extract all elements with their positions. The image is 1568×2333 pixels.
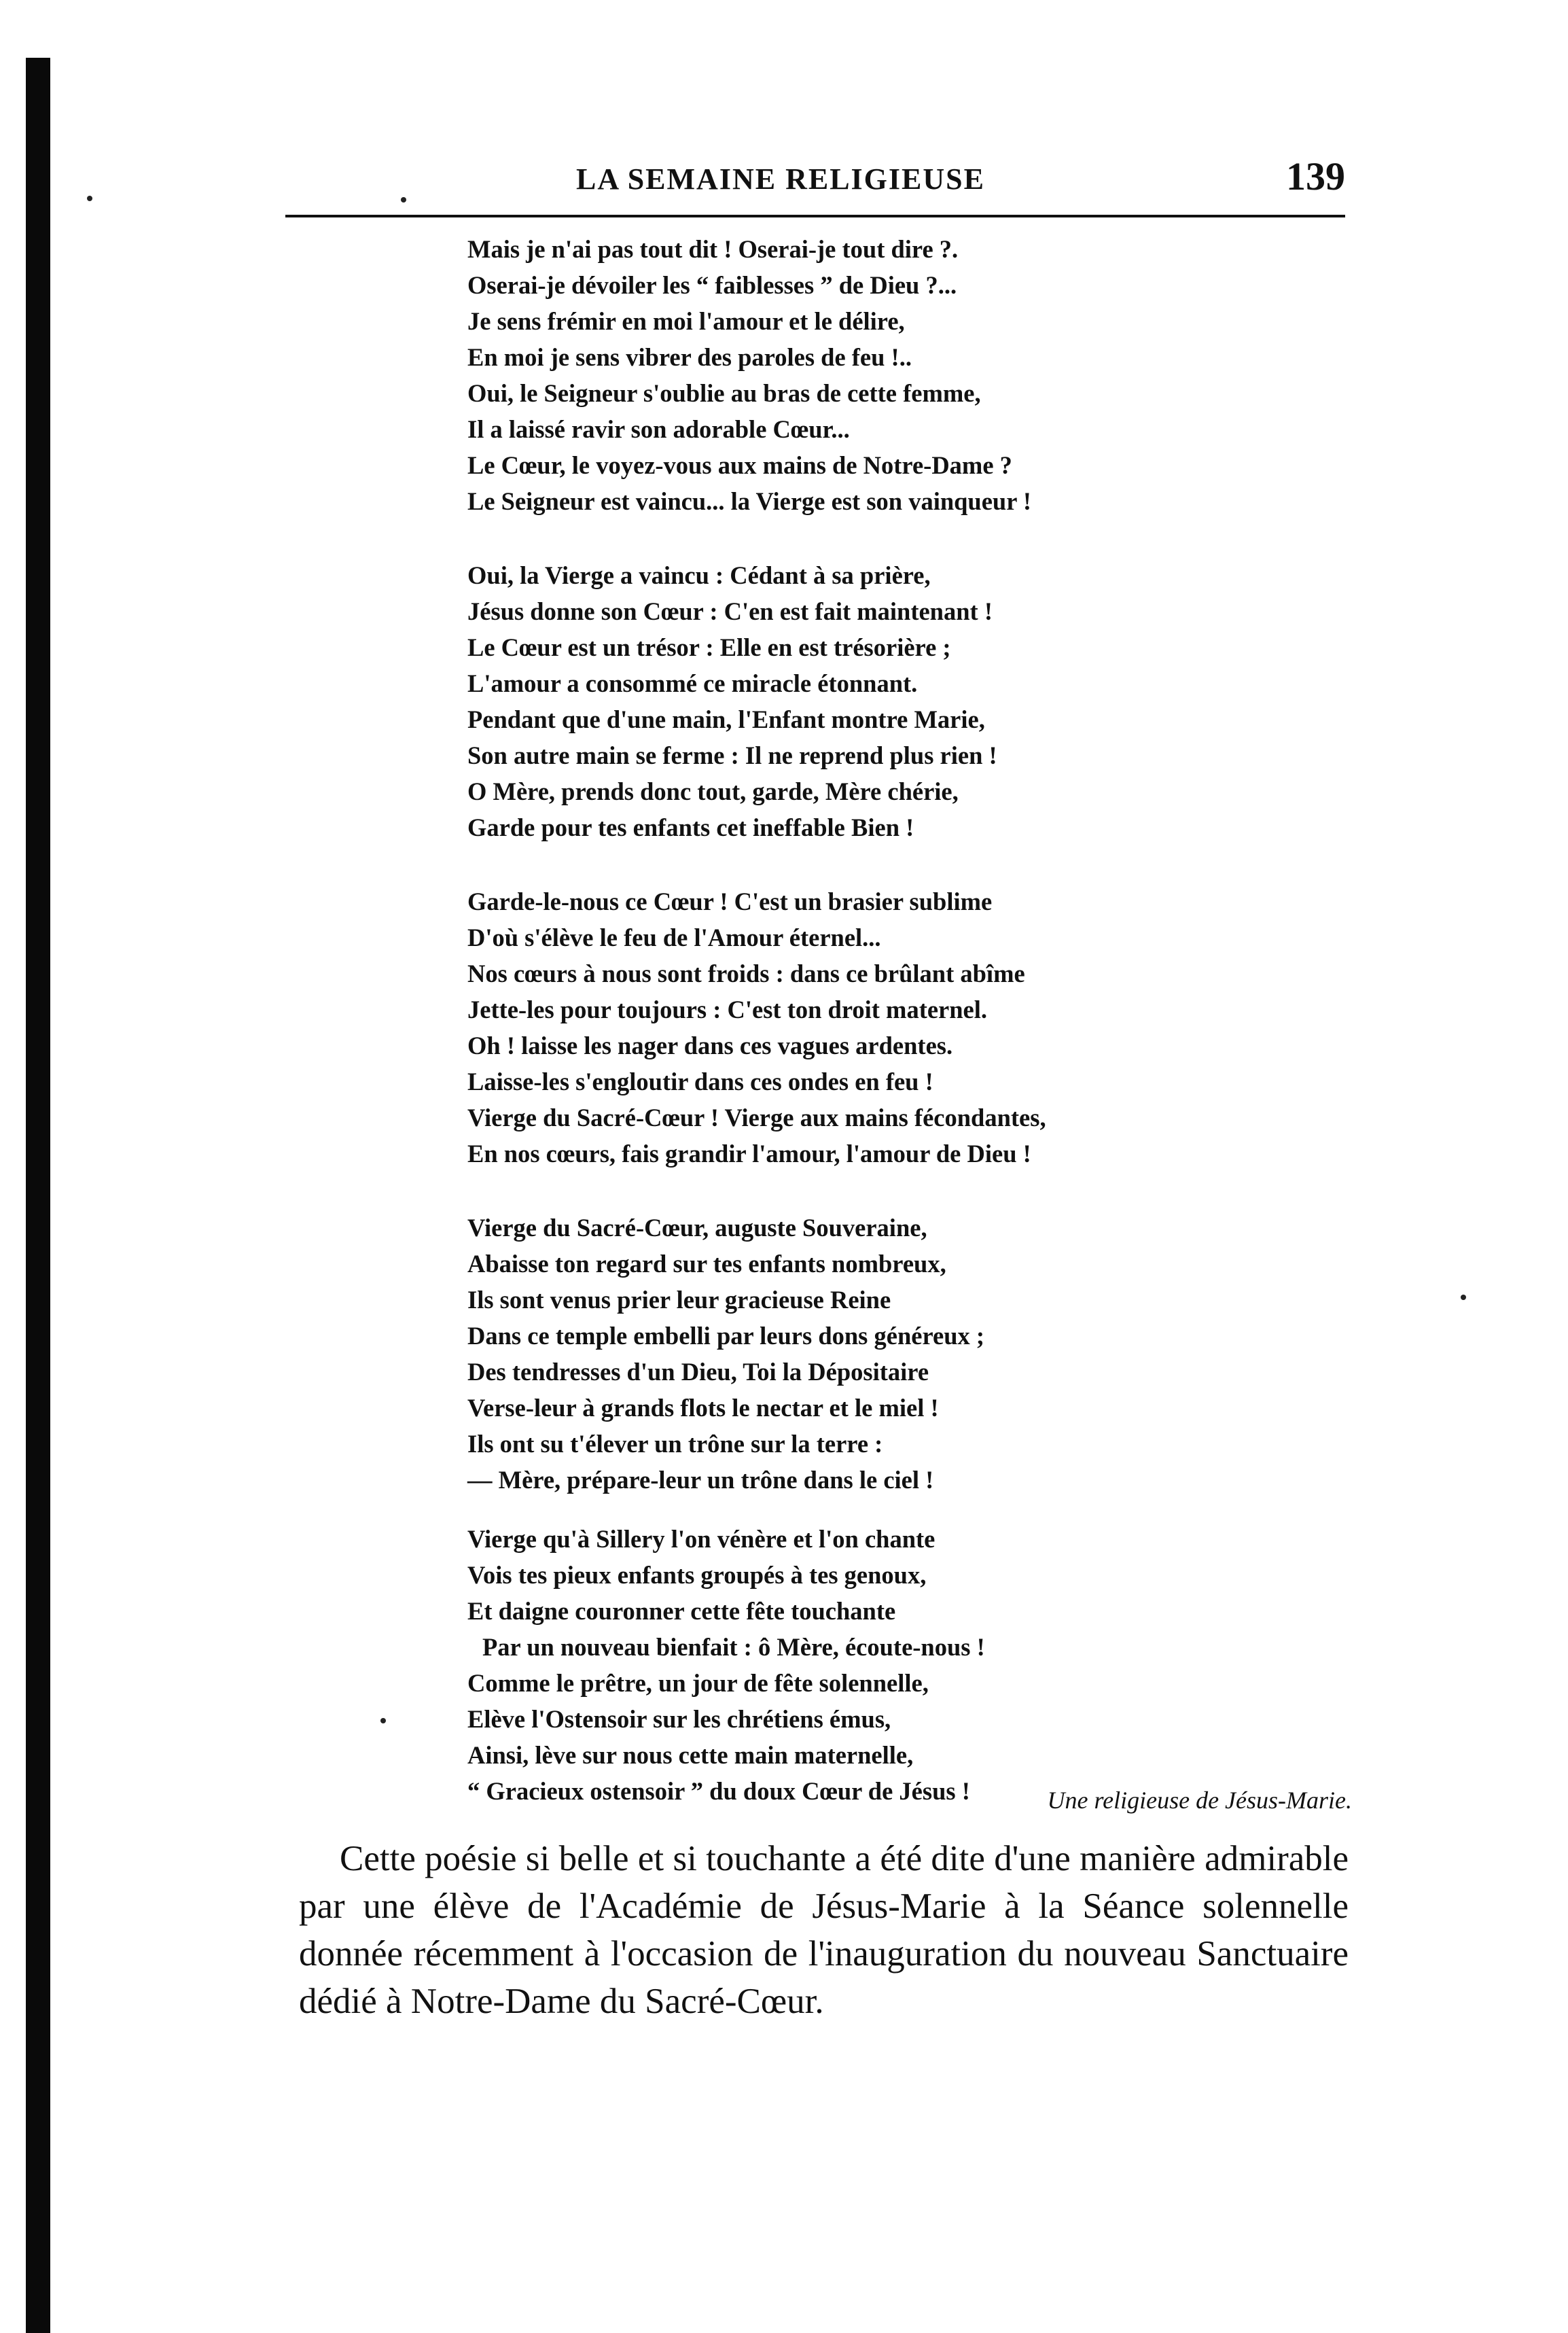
verse-line: Il a laissé ravir son adorable Cœur... bbox=[467, 415, 850, 443]
verse-line: O Mère, prends donc tout, garde, Mère chérie, bbox=[467, 777, 959, 805]
verse-line: Pendant que d'une main, l'Enfant montre Marie, bbox=[467, 705, 985, 733]
stanza-1 bbox=[467, 231, 1351, 519]
verse-line: Jette-les pour toujours : C'est ton droit maternel. bbox=[467, 996, 988, 1023]
verse-line: Par un nouveau bienfait : ô Mère, écoute-nous ! bbox=[482, 1633, 985, 1661]
verse-line: Oh ! laisse les nager dans ces vagues ardentes. bbox=[467, 1032, 953, 1059]
verse-line: Vierge qu'à Sillery l'on vénère et l'on chante bbox=[467, 1525, 936, 1553]
verse-line: Ainsi, lève sur nous cette main maternelle, bbox=[467, 1741, 914, 1769]
verse-line: Laisse-les s'engloutir dans ces ondes en feu ! bbox=[467, 1068, 933, 1095]
verse-line: L'amour a consommé ce miracle étonnant. bbox=[467, 669, 918, 697]
verse-line: “ Gracieux ostensoir ” du doux Cœur de Jésus ! bbox=[467, 1777, 970, 1805]
verse-line: Ils sont venus prier leur gracieuse Reine bbox=[467, 1286, 891, 1314]
poem-signature: Une religieuse de Jésus-Marie. bbox=[1047, 1787, 1352, 1814]
verse-line: Ils ont su t'élever un trône sur la terre : bbox=[467, 1430, 883, 1458]
margin-dot bbox=[1461, 1295, 1466, 1300]
verse-line: Le Seigneur est vaincu... la Vierge est son vainqueur ! bbox=[467, 487, 1032, 515]
verse-line: Vierge du Sacré-Cœur ! Vierge aux mains fécondantes, bbox=[467, 1104, 1046, 1132]
margin-dot bbox=[87, 196, 92, 201]
verse-line: Oserai-je dévoiler les “ faiblesses ” de Dieu ?... bbox=[467, 271, 957, 299]
verse-line: Oui, le Seigneur s'oublie au bras de cette femme, bbox=[467, 379, 981, 407]
stanza-3 bbox=[467, 883, 1351, 1172]
page-header bbox=[285, 156, 1352, 217]
stanza-5 bbox=[467, 1521, 1351, 1809]
verse-line: Des tendresses d'un Dieu, Toi la Dépositaire bbox=[467, 1358, 929, 1386]
running-title: LA SEMAINE RELIGIEUSE bbox=[576, 162, 985, 196]
prose-paragraph: Cette poésie si belle et si touchante a été dite d'une manière admirable par une élève de l'Académie de Jésus-Marie à la Séance solennelle donnée récemment à l'occasion de l'inauguration du nouveau Sanctuaire dédié à Notre-Dame du Sacré-Cœur. bbox=[299, 1839, 1349, 2021]
verse-line: Vierge du Sacré-Cœur, auguste Souveraine, bbox=[467, 1214, 927, 1242]
verse-line: — Mère, prépare-leur un trône dans le ciel ! bbox=[467, 1466, 934, 1494]
margin-dot bbox=[380, 1718, 386, 1723]
verse-line: Le Cœur, le voyez-vous aux mains de Notre-Dame ? bbox=[467, 451, 1012, 479]
verse-line: Verse-leur à grands flots le nectar et le miel ! bbox=[467, 1394, 939, 1422]
verse-line: Abaisse ton regard sur tes enfants nombreux, bbox=[467, 1250, 946, 1278]
verse-line: Mais je n'ai pas tout dit ! Oserai-je tout dire ?. bbox=[467, 235, 959, 263]
verse-line: Garde-le-nous ce Cœur ! C'est un brasier sublime bbox=[467, 888, 993, 915]
verse-line: En moi je sens vibrer des paroles de feu !.. bbox=[467, 343, 912, 371]
stanza-2 bbox=[467, 557, 1351, 845]
header-rule bbox=[285, 215, 1345, 217]
verse-line: Jésus donne son Cœur : C'en est fait maintenant ! bbox=[467, 597, 993, 625]
verse-line: Oui, la Vierge a vaincu : Cédant à sa prière, bbox=[467, 561, 931, 589]
poem bbox=[467, 231, 1351, 1847]
verse-line: Et daigne couronner cette fête touchante bbox=[467, 1597, 896, 1625]
verse-line: En nos cœurs, fais grandir l'amour, l'amour de Dieu ! bbox=[467, 1140, 1031, 1168]
verse-line: Je sens frémir en moi l'amour et le délire, bbox=[467, 307, 905, 335]
stanza-4 bbox=[467, 1210, 1351, 1498]
verse-line: Comme le prêtre, un jour de fête solennelle, bbox=[467, 1669, 929, 1697]
verse-line: Dans ce temple embelli par leurs dons généreux ; bbox=[467, 1322, 985, 1350]
verse-line: Garde pour tes enfants cet ineffable Bien ! bbox=[467, 813, 914, 841]
verse-line: Elève l'Ostensoir sur les chrétiens émus, bbox=[467, 1705, 891, 1733]
binding-edge bbox=[26, 58, 50, 2333]
verse-line: Le Cœur est un trésor : Elle en est trésorière ; bbox=[467, 633, 951, 661]
verse-line: Nos cœurs à nous sont froids : dans ce brûlant abîme bbox=[467, 960, 1025, 987]
verse-line: Son autre main se ferme : Il ne reprend plus rien ! bbox=[467, 741, 997, 769]
verse-line: Vois tes pieux enfants groupés à tes genoux, bbox=[467, 1561, 927, 1589]
verse-line: D'où s'élève le feu de l'Amour éternel... bbox=[467, 924, 881, 951]
page-number: 139 bbox=[1286, 154, 1345, 198]
